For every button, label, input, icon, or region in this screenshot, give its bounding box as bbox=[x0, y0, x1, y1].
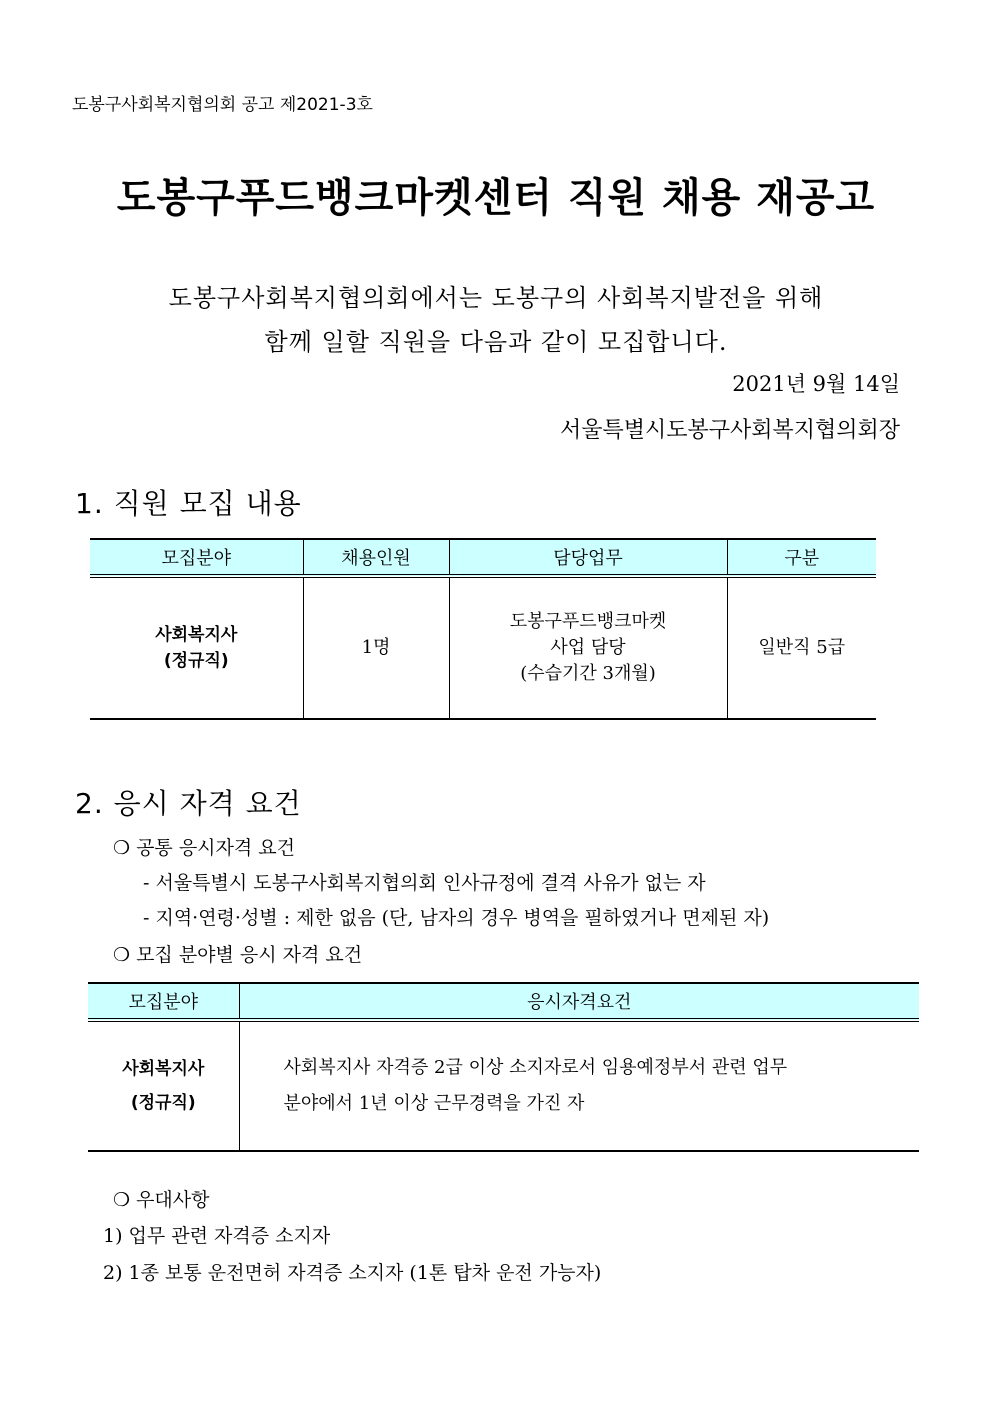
field-name: 사회복지사 bbox=[122, 1059, 205, 1079]
count-cell: 1명 bbox=[303, 576, 449, 719]
header-requirements: 응시자격요건 bbox=[239, 983, 919, 1020]
header-field: 모집분야 bbox=[88, 983, 239, 1020]
qualification-table bbox=[88, 982, 919, 1152]
field-type: (정규직) bbox=[163, 651, 229, 671]
common-requirement-item: - 서울특별시 도봉구사회복지협의회 인사규정에 결격 사유가 없는 자 bbox=[143, 872, 706, 894]
duty-cell bbox=[449, 576, 727, 719]
field-cell bbox=[90, 576, 303, 719]
duty-line-1: 도봉구푸드뱅크마켓 bbox=[509, 611, 667, 632]
section-2-heading: 2. 응시 자격 요건 bbox=[75, 787, 302, 820]
table-row bbox=[88, 1020, 919, 1151]
table-row bbox=[90, 576, 876, 719]
issuer: 서울특별시도봉구사회복지협의회장 bbox=[559, 418, 900, 443]
preferences-title: ❍ 우대사항 bbox=[113, 1189, 210, 1211]
duty-line-3: (수습기간 3개월) bbox=[520, 663, 656, 684]
common-requirement-item: - 지역·연령·성별 : 제한 없음 (단, 남자의 경우 병역을 필하였거나 면제된 자) bbox=[143, 907, 770, 929]
common-requirements-title: ❍ 공통 응시자격 요건 bbox=[113, 837, 295, 859]
requirements-cell bbox=[239, 1020, 919, 1151]
duty-line-2: 사업 담당 bbox=[550, 637, 626, 658]
notice-number: 도봉구사회복지협의회 공고 제2021-3호 bbox=[72, 95, 373, 115]
table-header-row bbox=[88, 983, 919, 1020]
intro-line-1: 도봉구사회복지협의회에서는 도봉구의 사회복지발전을 위해 bbox=[168, 284, 824, 312]
requirement-line-2: 분야에서 1년 이상 근무경력을 가진 자 bbox=[283, 1093, 585, 1114]
header-field: 모집분야 bbox=[90, 539, 303, 576]
document-title: 도봉구푸드뱅크마켓센터 직원 채용 재공고 bbox=[116, 175, 876, 221]
notice-date: 2021년 9월 14일 bbox=[732, 372, 900, 396]
header-grade: 구분 bbox=[727, 539, 876, 576]
requirement-line-1: 사회복지사 자격증 2급 이상 소지자로서 임용예정부서 관련 업무 bbox=[283, 1057, 788, 1078]
recruitment-table bbox=[90, 538, 876, 720]
field-type: (정규직) bbox=[130, 1093, 196, 1113]
field-requirements-title: ❍ 모집 분야별 응시 자격 요건 bbox=[113, 944, 363, 966]
preference-item: 2) 1종 보통 운전면허 자격증 소지자 (1톤 탑차 운전 가능자) bbox=[103, 1262, 602, 1284]
table-header-row bbox=[90, 539, 876, 576]
section-1-heading: 1. 직원 모집 내용 bbox=[75, 487, 302, 520]
field-name: 사회복지사 bbox=[155, 625, 238, 645]
header-duty: 담당업무 bbox=[449, 539, 727, 576]
preference-item: 1) 업무 관련 자격증 소지자 bbox=[103, 1225, 331, 1247]
intro-line-2: 함께 일할 직원을 다음과 같이 모집합니다. bbox=[264, 328, 728, 356]
field-cell bbox=[88, 1020, 239, 1151]
header-count: 채용인원 bbox=[303, 539, 449, 576]
grade-cell: 일반직 5급 bbox=[727, 576, 876, 719]
